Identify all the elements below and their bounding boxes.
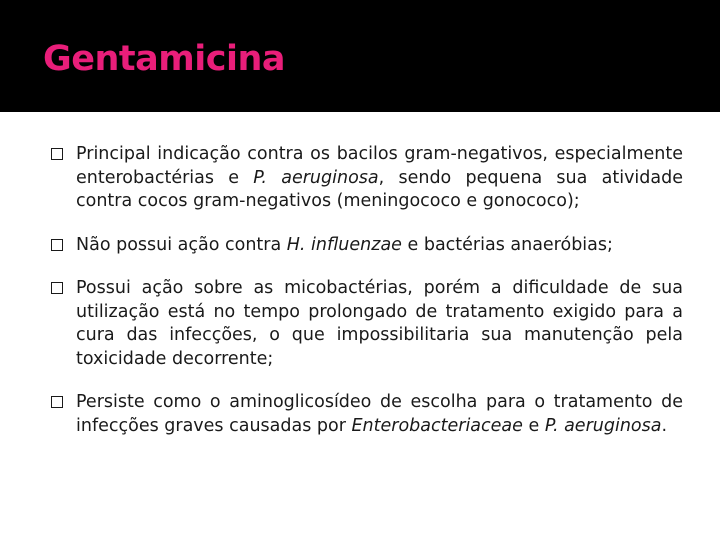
bullet-text: e <box>522 415 545 436</box>
organism-name: H. influenzae <box>286 234 402 255</box>
bullet-list <box>50 143 683 458</box>
bullet-text: e bactérias anaeróbias; <box>401 234 613 255</box>
bullet-text: Principal indicação contra os bacilos gram-negativos, especialmente enterobactérias e <box>76 144 683 188</box>
bullet-text: Não possui ação contra <box>76 234 287 255</box>
bullet-text: Persiste como o aminoglicosídeo de escolha para o tratamento de infecções graves causadas por <box>76 392 683 436</box>
bullet-item <box>50 277 683 371</box>
organism-name: Enterobacteriaceae <box>351 415 523 436</box>
bullet-text: Possui ação sobre as micobactérias, porém a dificuldade de sua utilização está no tempo prolongado de tratamento exigido para a cura das infecções, o que impossibilitaria sua manutenção pela toxicidade decorrente; <box>76 278 683 369</box>
bullet-text: , sendo pequena sua atividade contra cocos gram-negativos (meningococo e gonococo); <box>76 167 683 211</box>
bullet-text: . <box>661 415 668 436</box>
square-bullet-icon <box>51 396 63 408</box>
bullet-item <box>50 234 683 258</box>
slide-title: Gentamicina <box>43 39 285 79</box>
bullet-item <box>50 391 683 438</box>
square-bullet-icon <box>51 148 63 160</box>
square-bullet-icon <box>51 239 63 251</box>
organism-name: P. aeruginosa <box>544 415 662 436</box>
organism-name: P. aeruginosa <box>253 167 379 188</box>
title-bar <box>0 0 720 112</box>
bullet-item <box>50 143 683 214</box>
square-bullet-icon <box>51 282 63 294</box>
